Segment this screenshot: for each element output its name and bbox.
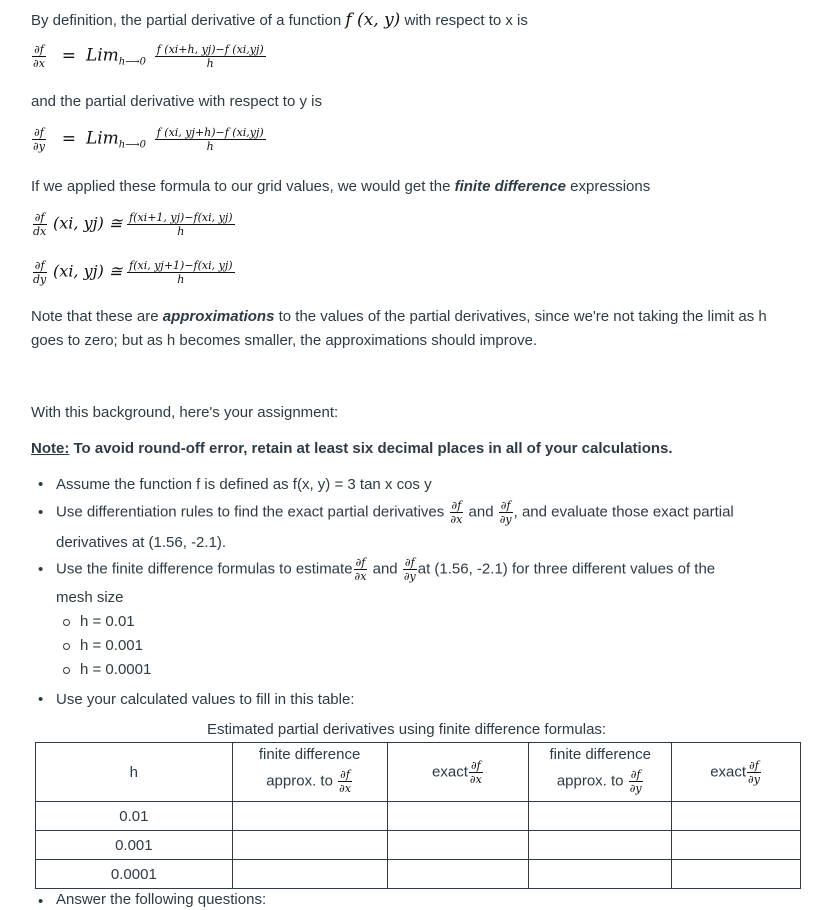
exact-dx-input-cell[interactable]: [387, 802, 529, 831]
bullet-2-line-2: derivatives at (1.56, -2.1).: [56, 534, 227, 551]
bullet-3-line-2: mesh size: [56, 589, 124, 606]
exact-dy-input-cell[interactable]: [672, 802, 801, 831]
table-row: [36, 802, 801, 831]
fd-dy-input-cell[interactable]: [529, 831, 672, 860]
bullet-dot: •: [38, 691, 44, 708]
h-value-cell: 0.001: [36, 831, 233, 860]
intro-line-2: and the partial derivative with respect to y is: [31, 93, 322, 110]
note-line-1: Note that these are approximations to the values of the partial derivatives, since we're not taking the limit as h: [31, 308, 767, 325]
bullet-1: Assume the function f is defined as f(x, y) = 3 tan x cos y: [56, 476, 432, 493]
header-fd-dx: finite difference approx. to $\frac{\partial f}{\partial x}$: [232, 743, 387, 802]
finite-difference-table: [35, 742, 801, 889]
fd-dx-input-cell[interactable]: [232, 802, 387, 831]
exact-dy-input-cell[interactable]: [672, 860, 801, 889]
bullet-dot: •: [38, 476, 44, 493]
bullet-dot: •: [38, 893, 44, 910]
sub-bullet-circle: [63, 619, 70, 626]
sub-bullet-circle: [63, 667, 70, 674]
h-value-cell: 0.0001: [36, 860, 233, 889]
sub-item-h-00001: h = 0.0001: [80, 661, 152, 678]
bullet-5: Answer the following questions:: [56, 891, 267, 908]
definition-dfdx: $\frac{\partial f}{\partial x}$ = Lim$_{h⟶0}$ $\frac{f (xi+h, yj)-f (xi,yj)}{h}$: [33, 43, 264, 70]
finite-difference-dy: $\frac{\partial f}{dy}$ (xi, yj) ≅ $\frac{f(xi, yj+1)-f(xi, yj)}{h}$: [33, 259, 233, 286]
intro-line-1: By definition, the partial derivative of a function f (x, y) with respect to x is: [31, 10, 528, 30]
bullet-dot: •: [38, 504, 44, 521]
exact-dx-input-cell[interactable]: [387, 860, 529, 889]
header-exact-dx: exact $\frac{\partial f}{\partial x}$: [387, 743, 529, 802]
bullet-3: Use the finite difference formulas to estimate $\frac{\partial f}{\partial x}$ and $\frac{\partial f}{\partial y}$ at (1.56, -2.1) for three different values of the: [56, 556, 716, 583]
finite-difference-dx: $\frac{\partial f}{dx}$ (xi, yj) ≅ $\frac{f(xi+1, yj)-f(xi, yj)}{h}$: [33, 211, 233, 238]
fd-dy-input-cell[interactable]: [529, 802, 672, 831]
exact-dy-input-cell[interactable]: [672, 831, 801, 860]
header-exact-dy: exact $\frac{\partial f}{\partial y}$: [672, 743, 801, 802]
note-line-2: goes to zero; but as h becomes smaller, the approximations should improve.: [31, 332, 538, 349]
header-h: h: [36, 743, 233, 802]
fd-dx-input-cell[interactable]: [232, 831, 387, 860]
table-caption: Estimated partial derivatives using finite difference formulas:: [207, 721, 607, 738]
assignment-intro: With this background, here's your assignment:: [31, 404, 339, 421]
definition-dfdy: $\frac{\partial f}{\partial y}$ = Lim$_{h⟶0}$ $\frac{f (xi, yj+h)-f (xi,yj)}{h}$: [33, 126, 264, 153]
intro-line-3: If we applied these formula to our grid values, we would get the finite difference expressions: [31, 178, 651, 195]
exact-dx-input-cell[interactable]: [387, 831, 529, 860]
h-value-cell: 0.01: [36, 802, 233, 831]
table-header-row: [36, 743, 801, 802]
sub-item-h-0001: h = 0.001: [80, 637, 143, 654]
bullet-4: Use your calculated values to fill in this table:: [56, 691, 355, 708]
fd-dy-input-cell[interactable]: [529, 860, 672, 889]
bullet-dot: •: [38, 561, 44, 578]
fd-dx-input-cell[interactable]: [232, 860, 387, 889]
table-row: [36, 860, 801, 889]
bullet-2: Use differentiation rules to find the exact partial derivatives $\frac{\partial f}{\partial x}$ and $\frac{\partial f}{\partial y}$ , and evaluate those exact partial: [56, 499, 734, 526]
sub-bullet-circle: [63, 643, 70, 650]
sub-item-h-001: h = 0.01: [80, 613, 135, 630]
table-row: [36, 831, 801, 860]
function-f-xy: f (x, y): [345, 10, 401, 30]
header-fd-dy: finite difference approx. to $\frac{\partial f}{\partial y}$: [529, 743, 672, 802]
assignment-note: Note: To avoid round-off error, retain at least six decimal places in all of your calculations.: [31, 440, 673, 457]
